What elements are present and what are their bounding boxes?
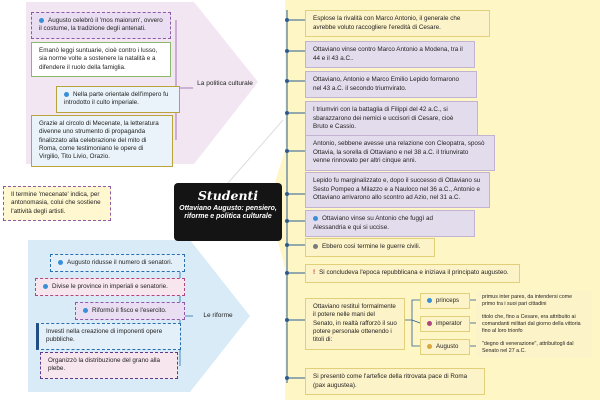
item-text: Ottaviano, Antonio e Marco Emilio Lepido formarono nel 43 a.C. il secondo triumvirato. <box>313 76 459 92</box>
item-text: Emanò leggi suntuarie, cioè contro i lusso, sia norme volte a sostenere la natalità e a difendere il ruolo della famiglia. <box>39 47 158 71</box>
title-imperator-desc: titolo che, fino a Cesare, era attribuito ai comandanti militari dal giorno della vittoria fino al loro trionfo <box>476 311 592 338</box>
item-text: Nella parte orientale dell'impero fu introdotto il culto imperiale. <box>64 91 169 107</box>
right-item-triumvirato[interactable] <box>305 71 477 98</box>
title-princeps[interactable] <box>420 293 470 309</box>
item-text: Si concludeva l'epoca repubblicana e iniziava il principato augusteo. <box>319 269 509 276</box>
item-text: Organizzò la distribuzione del grano alla plebe. <box>48 357 161 373</box>
item-text: Si presentò come l'artefice della ritrovata pace di Roma (pax augustea). <box>313 373 468 389</box>
title-name: Augusto <box>436 343 459 350</box>
item-text: Augusto ridusse il numero di senatori. <box>67 259 173 266</box>
exclamation-icon: ! <box>313 269 316 276</box>
item-text: Ebbero così termine le guerre civili. <box>322 243 421 250</box>
politica-item-mos-maiorum[interactable] <box>31 12 171 39</box>
item-text: Antonio, sebbene avesse una relazione con Cleopatra, sposò Ottavia, la sorella di Ottaviano e nel 38 a.C. il triunvirato venne rinnovato per altri cinque anni. <box>313 140 485 164</box>
title-princeps-desc: primus inter pares, da intendersi come primo tra i suoi pari cittadini <box>476 291 592 311</box>
mecenate-note[interactable]: Il termine 'mecenate' indica, per antonomasia, colui che sostiene l'attività degli artisti. <box>3 186 111 221</box>
riforme-item-province[interactable] <box>35 278 185 296</box>
central-topic-title: Ottaviano Augusto: pensiero, riforme e politica culturale <box>179 205 277 221</box>
title-imperator[interactable] <box>420 316 470 332</box>
bullet-icon <box>427 344 432 349</box>
item-text: Divise le province in imperiali e senatorie. <box>52 283 168 290</box>
item-text: Lepido fu marginalizzato e, dopo il successo di Ottaviano su Sesto Pompeo a Milazzo e a Nauloco nel 36 a.C., Antonio e Ottaviano arrivarono allo scontro ad Azio, nel 31 a.C. <box>313 177 481 201</box>
bullet-icon <box>43 284 48 289</box>
bullet-icon <box>427 298 432 303</box>
item-text: Augusto celebrò il 'mos maiorum', ovvero il costume, la tradizione degli antenati. <box>39 17 163 33</box>
item-text: Ottaviano restituì formalmente il potere nelle mani del Senato, in realtà rafforzò il suo potere personale ottenendo i titoli di: <box>313 303 397 344</box>
right-item-rivalita[interactable] <box>305 10 490 37</box>
central-topic[interactable] <box>174 183 282 241</box>
bullet-icon <box>427 321 432 326</box>
right-item-cleopatra[interactable] <box>305 135 495 171</box>
bullet-icon <box>313 244 318 249</box>
politica-culturale-label[interactable]: La politica culturale <box>197 80 253 87</box>
politica-item-culto-imperiale[interactable] <box>56 86 180 113</box>
politica-item-leggi-suntuarie[interactable] <box>31 42 171 77</box>
riforme-item-senatori[interactable] <box>50 254 185 272</box>
item-text: Investì nella creazione di imponenti opere pubbliche. <box>46 328 163 344</box>
right-item-azio[interactable] <box>305 172 490 208</box>
item-text: Grazie al circolo di Mecenate, la letteratura divenne uno strumento di propaganda finalizzato alla celebrazione del mito di Roma, come testimoniano le opere di Virgilio, Tito Livio, Orazio. <box>39 120 159 161</box>
bullet-icon <box>313 216 318 221</box>
right-item-filippi[interactable] <box>305 101 478 137</box>
right-item-pax-augustea[interactable] <box>305 368 485 395</box>
item-text: Riformò il fisco e l'esercito. <box>92 307 167 314</box>
right-item-principato[interactable] <box>305 264 520 283</box>
bullet-icon <box>83 308 88 313</box>
bullet-icon <box>39 18 44 23</box>
item-text: Esplose la rivalità con Marco Antonio, il generale che avrebbe voluto raccogliere l'eredità di Cesare. <box>313 15 461 31</box>
title-augusto-desc: "degno di venerazione", attribuitogli dal Senato nel 27 a.C. <box>476 338 592 358</box>
item-text: Ottaviano vinse su Antonio che fuggì ad Alessandria e qui si uccise. <box>313 215 433 231</box>
item-text: I triumviri con la battaglia di Filippi del 42 a.C., si sbarazzarono dei nemici e uccisori di Cesare, cioè Bruto e Cassio. <box>313 106 454 130</box>
riforme-item-grano[interactable] <box>40 352 178 379</box>
right-item-alessandria[interactable] <box>305 210 475 237</box>
item-text: Ottaviano vinse contro Marco Antonio a Modena, tra il 44 e il 43 a.C.. <box>313 46 463 62</box>
bullet-icon <box>58 260 63 265</box>
studenti-logo: Studenti <box>197 188 259 203</box>
right-item-titoli[interactable] <box>305 298 405 350</box>
bullet-icon <box>64 92 69 97</box>
title-name: imperator <box>436 320 462 327</box>
riforme-item-fisco[interactable] <box>75 302 185 320</box>
politica-item-mecenate[interactable] <box>31 115 173 167</box>
right-item-guerre-civili[interactable] <box>305 238 435 257</box>
riforme-item-opere-pubbliche[interactable] <box>36 323 181 350</box>
title-augusto[interactable] <box>420 339 470 355</box>
right-item-modena[interactable] <box>305 41 475 68</box>
riforme-label[interactable]: Le riforme <box>203 312 233 319</box>
title-name: princeps <box>436 297 460 304</box>
